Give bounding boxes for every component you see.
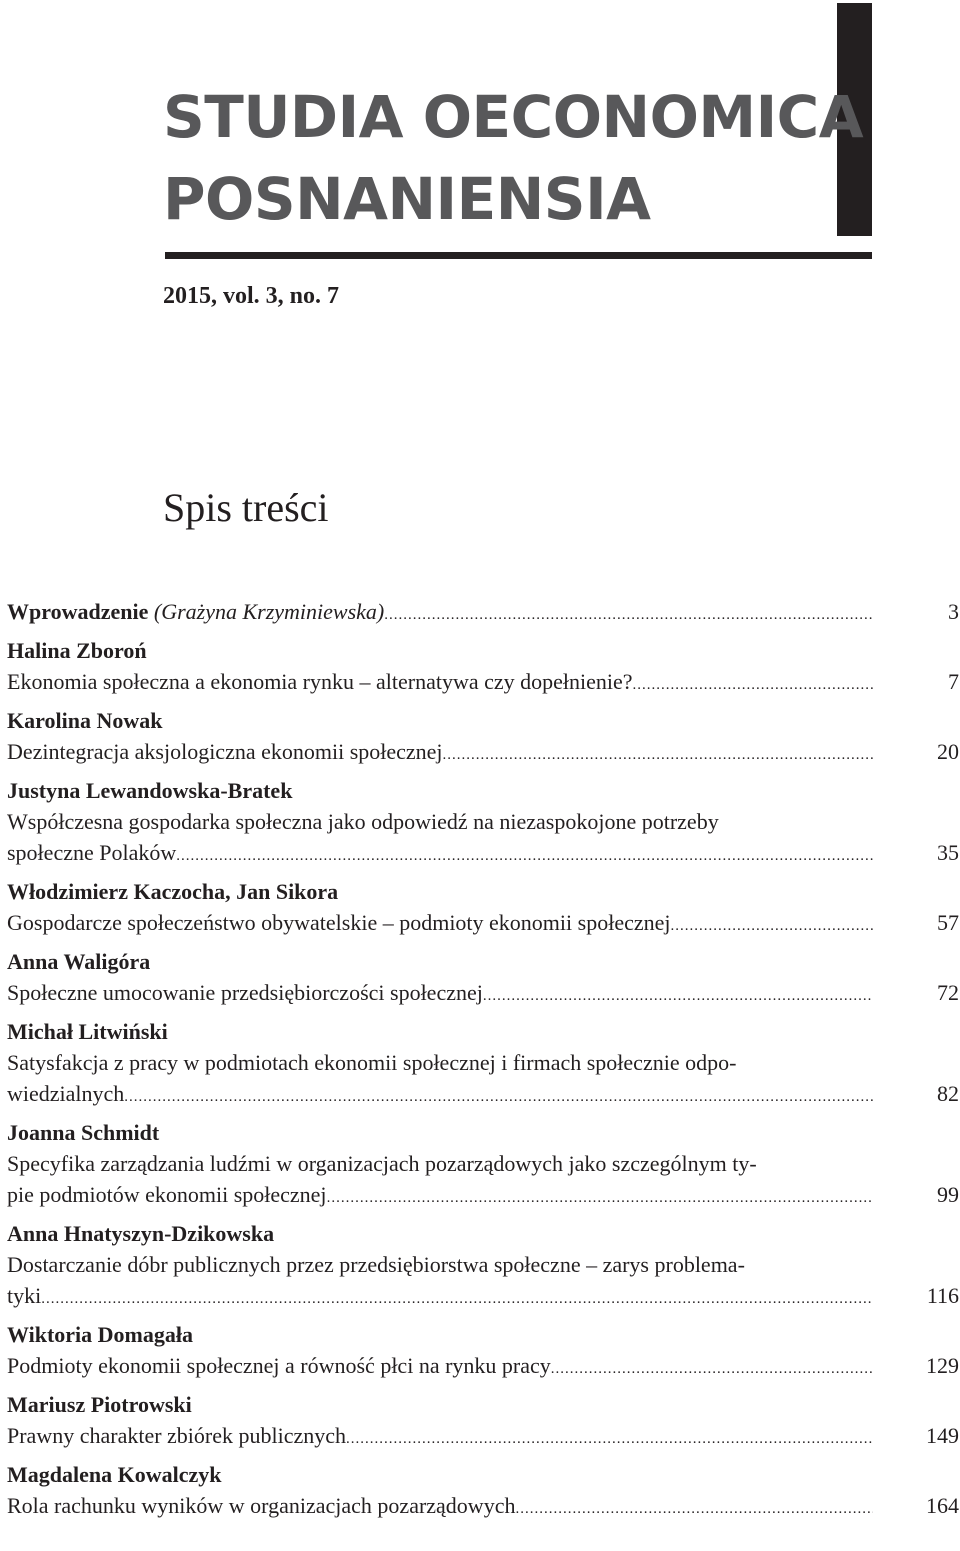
toc-entry-title: Społeczne umocowanie przedsiębiorczości społecznej xyxy=(7,980,483,1005)
toc-entry-author: Halina Zboroń xyxy=(7,638,147,663)
intro-label: Wprowadzenie xyxy=(7,599,149,624)
dot-leader xyxy=(671,911,874,942)
toc-entry-title-line: Dostarczanie dóbr publicznych przez przedsiębiorstwa społeczne – zarys problema- xyxy=(7,1252,745,1277)
toc-entry[interactable] xyxy=(7,1117,959,1214)
toc-entry-title: Dezintegracja aksjologiczna ekonomii społecznej xyxy=(7,739,443,764)
toc-page-number: 20 xyxy=(937,739,959,764)
dot-leader xyxy=(124,1082,873,1113)
toc-entry-author: Karolina Nowak xyxy=(7,708,163,733)
toc-page-number: 57 xyxy=(937,910,959,935)
journal-title-line-2: POSNANIENSIA xyxy=(163,165,651,233)
toc-entry-title: Podmioty ekonomii społecznej a równość płci na rynku pracy xyxy=(7,1353,551,1378)
toc-entry-author: Włodzimierz Kaczocha, Jan Sikora xyxy=(7,879,339,904)
dot-leader xyxy=(176,841,873,872)
issue-info: 2015, vol. 3, no. 7 xyxy=(163,283,340,309)
toc-entry-title xyxy=(7,596,384,627)
toc-entry-title: wiedzialnych xyxy=(7,1081,125,1106)
toc-entry-line xyxy=(7,1420,959,1455)
journal-title xyxy=(163,76,863,240)
toc-entry-line xyxy=(7,736,959,771)
toc-entry-title-line: Specyfika zarządzania ludźmi w organizacjach pozarządowych jako szczególnym ty- xyxy=(7,1151,757,1176)
dot-leader xyxy=(483,981,873,1012)
toc-entry-title: społeczne Polaków xyxy=(7,840,177,865)
toc-entry-title: Ekonomia społeczna a ekonomia rynku – alternatywa czy dopełnienie? xyxy=(7,669,633,694)
toc-entry[interactable] xyxy=(7,876,959,942)
toc-entry-title: Gospodarcze społeczeństwo obywatelskie – podmioty ekonomii społecznej xyxy=(7,910,671,935)
table-of-contents xyxy=(7,596,959,1525)
intro-editor: (Grażyna Krzyminiewska) xyxy=(153,599,385,624)
toc-entry-author: Magdalena Kowalczyk xyxy=(7,1462,222,1487)
toc-entry-author: Mariusz Piotrowski xyxy=(7,1392,192,1417)
toc-entry-author: Justyna Lewandowska-Bratek xyxy=(7,778,293,803)
dot-leader xyxy=(346,1424,873,1455)
toc-entry[interactable] xyxy=(7,1016,959,1113)
toc-page-number: 116 xyxy=(926,1283,959,1308)
toc-page-number: 99 xyxy=(937,1182,959,1207)
toc-entry-line xyxy=(7,837,959,872)
toc-entry-author: Anna Waligóra xyxy=(7,949,151,974)
toc-heading: Spis treści xyxy=(163,485,329,530)
toc-page-number: 82 xyxy=(937,1081,959,1106)
toc-entry-author: Michał Litwiński xyxy=(7,1019,168,1044)
toc-entry-author: Joanna Schmidt xyxy=(7,1120,160,1145)
toc-entry-title-line: Satysfakcja z pracy w podmiotach ekonomii społecznej i firmach społecznie odpo- xyxy=(7,1050,737,1075)
toc-entry[interactable] xyxy=(7,775,959,872)
dot-leader xyxy=(633,670,873,701)
toc-entry-line xyxy=(7,907,959,942)
toc-entry-line xyxy=(7,977,959,1012)
toc-entry-line xyxy=(7,1350,959,1385)
toc-page-number: 164 xyxy=(926,1493,959,1518)
toc-entry-title: Prawny charakter zbiórek publicznych xyxy=(7,1423,347,1448)
dot-leader xyxy=(515,1494,873,1525)
journal-title-line-1: STUDIA OECONOMICA xyxy=(163,83,864,151)
toc-entry[interactable] xyxy=(7,705,959,771)
toc-entry[interactable] xyxy=(7,946,959,1012)
toc-entry-title: tyki xyxy=(7,1283,42,1308)
toc-entry-line xyxy=(7,596,959,631)
toc-page-number: 129 xyxy=(926,1353,959,1378)
toc-entry[interactable] xyxy=(7,1319,959,1385)
toc-entry-author: Wiktoria Domagała xyxy=(7,1322,193,1347)
toc-entry-line xyxy=(7,1179,959,1214)
toc-page-number: 35 xyxy=(937,840,959,865)
toc-entry-line xyxy=(7,1490,959,1525)
toc-entry-line xyxy=(7,666,959,701)
decorative-horizontal-rule xyxy=(165,252,872,259)
toc-page-number: 149 xyxy=(926,1423,959,1448)
toc-page-number: 3 xyxy=(948,599,959,624)
dot-leader xyxy=(443,740,873,771)
dot-leader xyxy=(551,1354,873,1385)
toc-entry-line xyxy=(7,1078,959,1113)
dot-leader xyxy=(327,1183,873,1214)
toc-entry-intro[interactable] xyxy=(7,596,959,631)
toc-entry-title: pie podmiotów ekonomii społecznej xyxy=(7,1182,327,1207)
toc-entry[interactable] xyxy=(7,1459,959,1525)
toc-page-number: 72 xyxy=(937,980,959,1005)
toc-page-number: 7 xyxy=(948,669,959,694)
dot-leader xyxy=(384,600,873,631)
toc-entry-title: Rola rachunku wyników w organizacjach pozarządowych xyxy=(7,1493,516,1518)
toc-entry-author: Anna Hnatyszyn-Dzikowska xyxy=(7,1221,275,1246)
toc-entry-title-line: Współczesna gospodarka społeczna jako odpowiedź na niezaspokojone potrzeby xyxy=(7,809,719,834)
toc-entry[interactable] xyxy=(7,1389,959,1455)
toc-entry[interactable] xyxy=(7,1218,959,1315)
toc-entry[interactable] xyxy=(7,635,959,701)
dot-leader xyxy=(41,1284,873,1315)
toc-entry-line xyxy=(7,1280,959,1315)
